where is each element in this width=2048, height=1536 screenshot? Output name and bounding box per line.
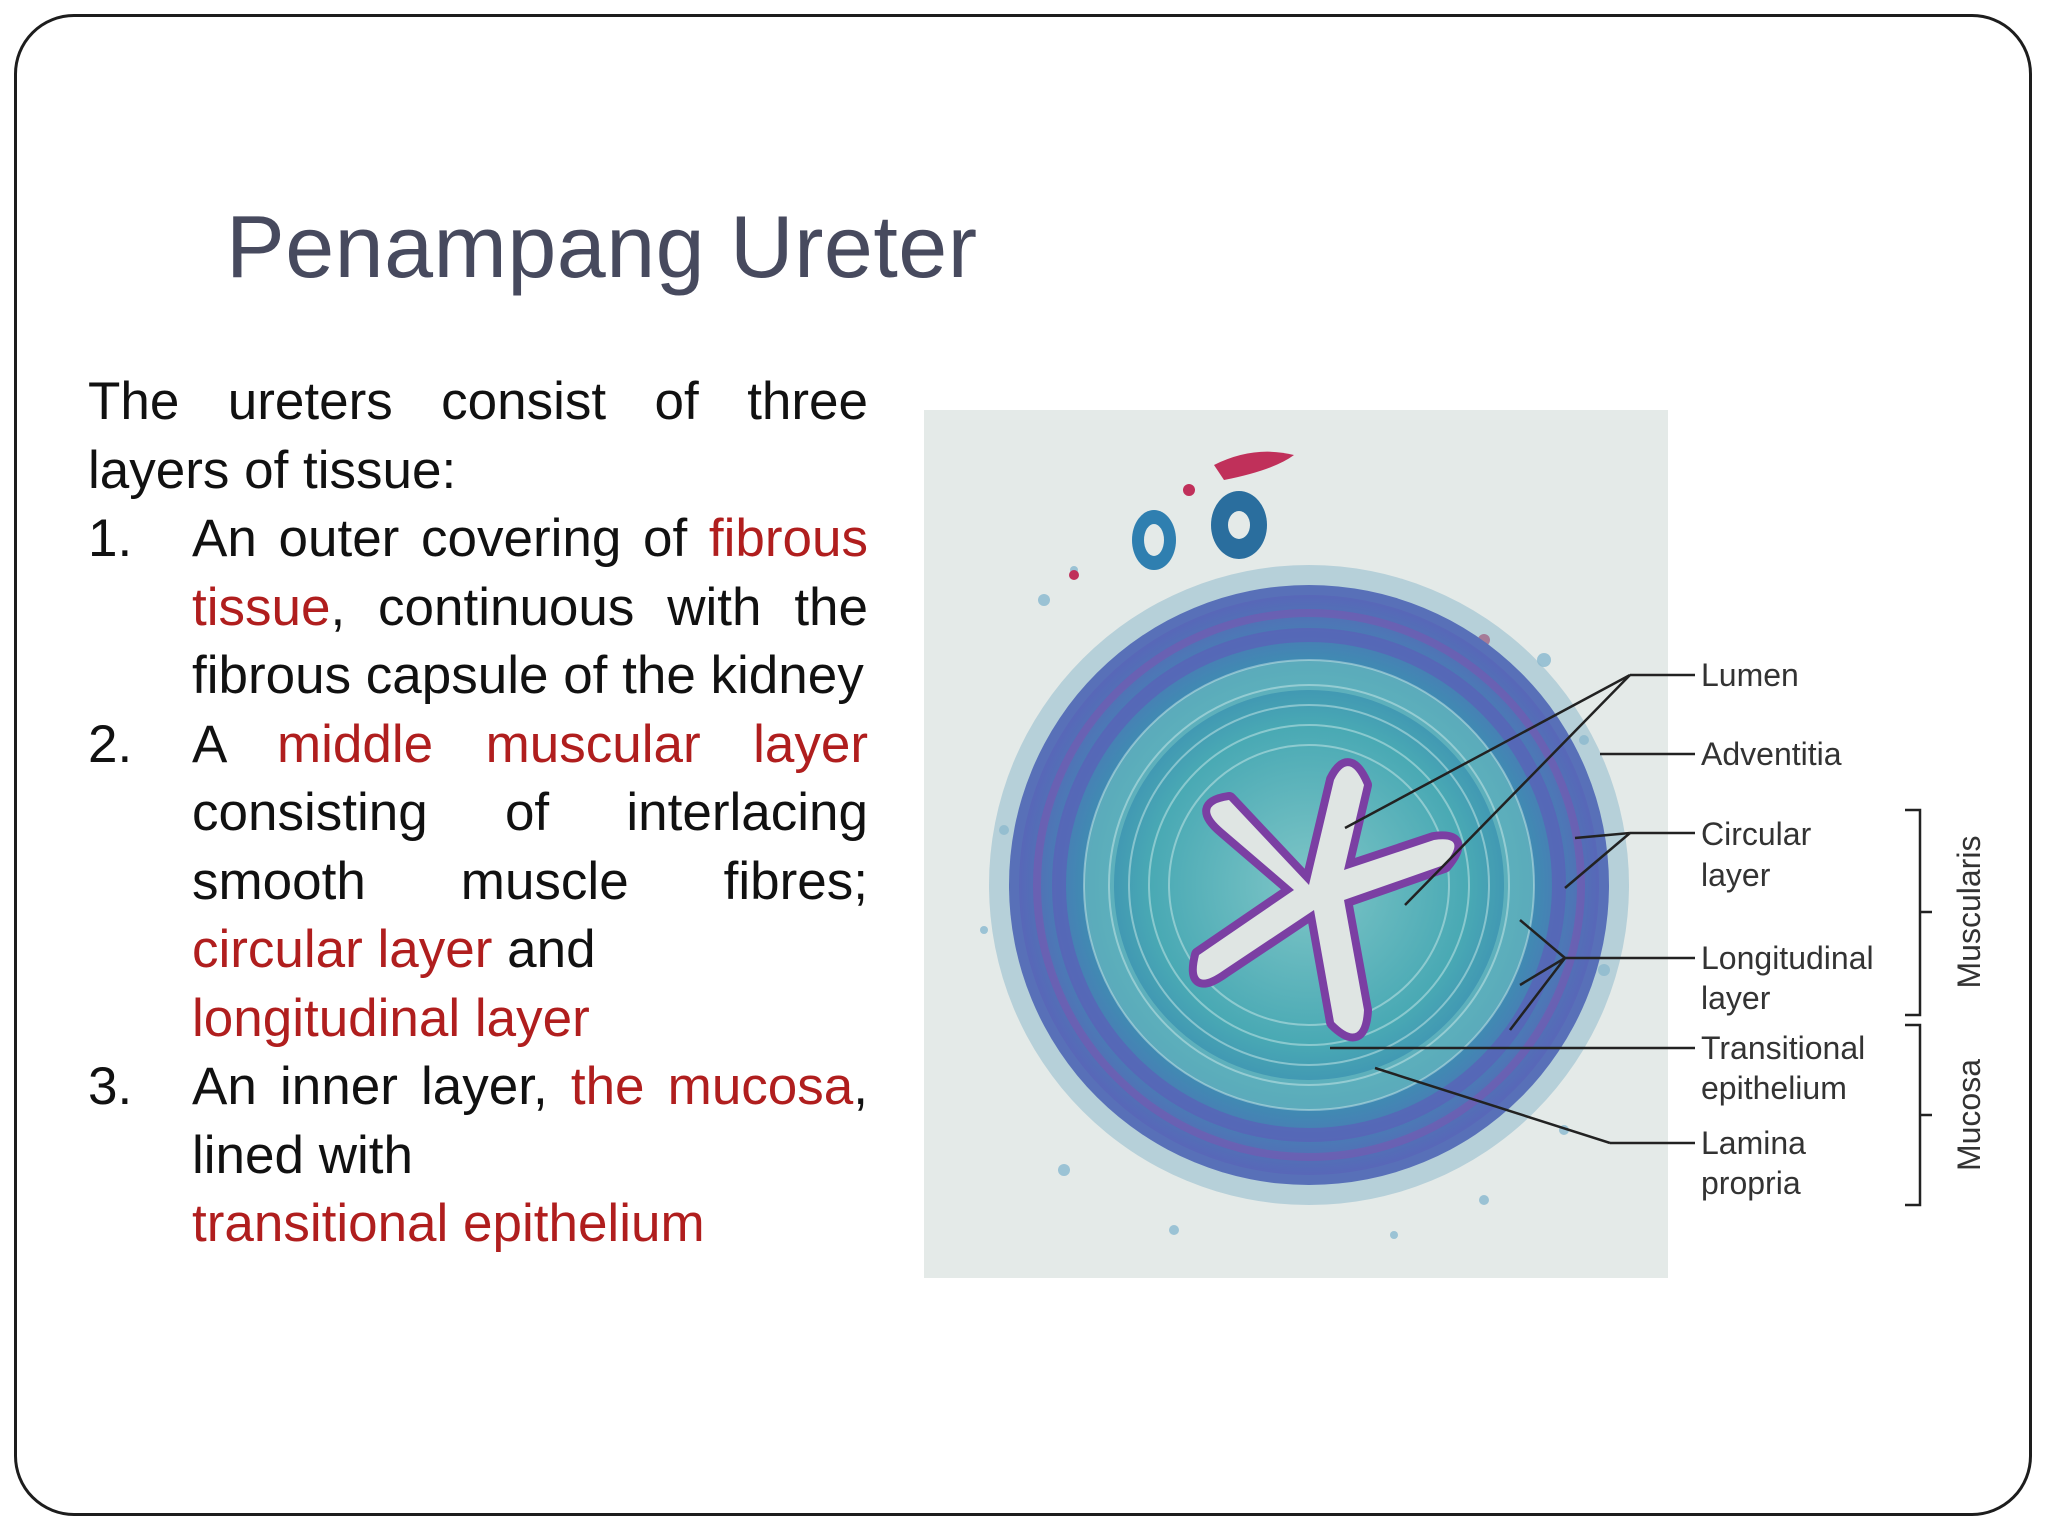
list-item-1 [88,505,868,711]
label-adventitia: Adventitia [1701,736,1842,772]
slide-title: Penampang Ureter [226,197,978,296]
slide-body [88,368,868,1259]
list-number: 2. [88,714,133,774]
list-item-content [192,505,868,711]
label-transitional-1: Transitional [1701,1030,1866,1066]
emphasis-text: middle muscular layer [276,714,868,774]
label-lumen: Lumen [1701,657,1799,693]
list-number: 1. [88,509,133,568]
text-run: and [492,920,596,979]
label-transitional-2: epithelium [1701,1070,1847,1106]
label-longitudinal-2: layer [1701,980,1771,1016]
text-run: A [192,714,277,774]
ureter-cross-section-image [924,410,1668,1278]
emphasis-text: transitional epithelium [192,1194,705,1253]
emphasis-text: the mucosa [570,1057,854,1116]
list-number: 3. [88,1057,133,1116]
text-run: , continuous with the fibrous capsule of the kidney [192,577,868,705]
text-run: , lined with [192,1057,868,1185]
label-muscularis: Muscularis [1951,835,1987,989]
emphasis-text: fibrous tissue [192,509,868,637]
text-run: An inner layer, [192,1057,571,1116]
emphasis-text: circular layer [192,920,493,979]
label-lamina-2: propria [1701,1165,1801,1201]
list-item-2 [88,711,868,1054]
emphasis-text: longitudinal layer [192,988,590,1048]
label-circular-1: Circular [1701,816,1812,852]
intro-text: The ureters consist of three layers of tissue: [88,372,868,500]
label-longitudinal-1: Longitudinal [1701,940,1874,976]
label-mucosa: Mucosa [1951,1058,1987,1172]
list-item-content [192,711,868,1054]
list-item-3 [88,1053,868,1259]
list-item-content [192,1053,868,1259]
text-run: consisting of interlacing smooth muscle fibres; [192,783,868,911]
label-lamina-1: Lamina [1701,1125,1806,1161]
text-run: An outer covering of [192,509,709,568]
label-circular-2: layer [1701,857,1771,893]
